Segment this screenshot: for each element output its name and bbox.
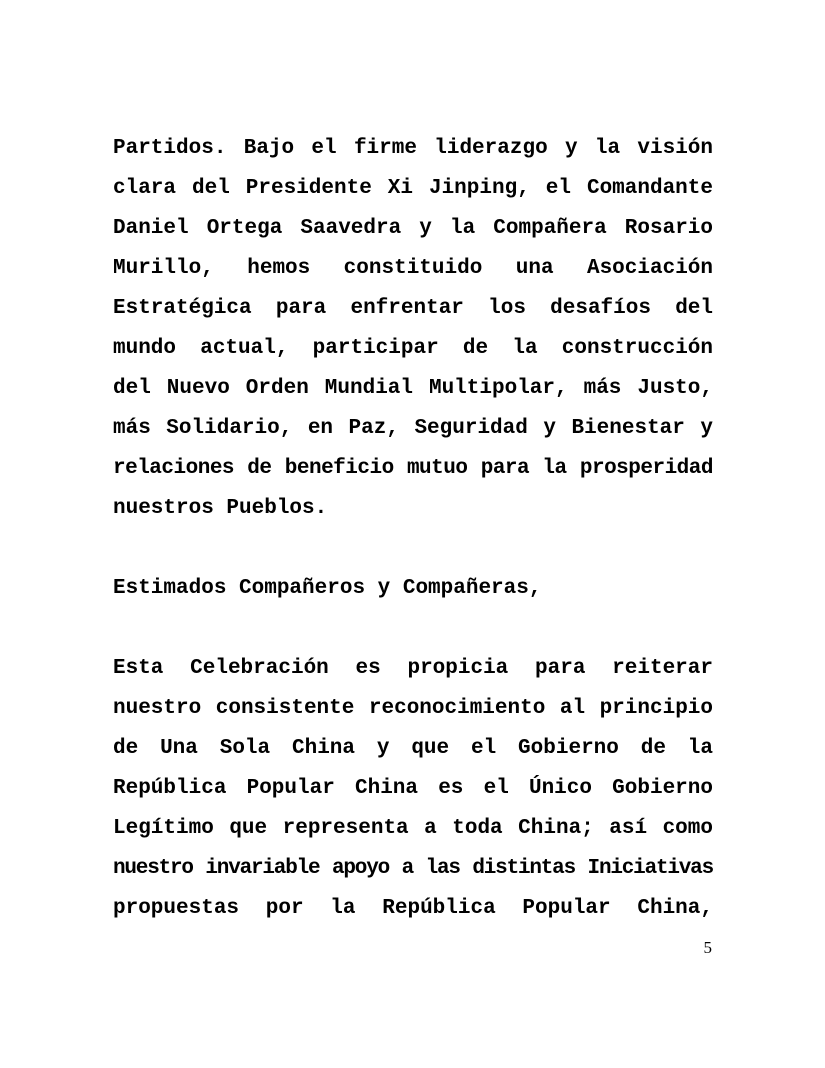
paragraph-1 — [113, 129, 713, 529]
text-line: mundo actual, participar de la construcción — [113, 337, 713, 360]
text-line: Daniel Ortega Saavedra y la Compañera Rosario — [113, 217, 713, 240]
text-line: nuestro consistente reconocimiento al principio — [113, 697, 713, 720]
document-body — [113, 129, 713, 929]
text-line: Murillo, hemos constituido una Asociación — [113, 257, 713, 280]
text-line: nuestros Pueblos. — [113, 497, 328, 520]
paragraph-2 — [113, 569, 713, 609]
text-line: Estimados Compañeros y Compañeras, — [113, 577, 542, 600]
page-number: 5 — [703, 938, 712, 957]
text-line: Esta Celebración es propicia para reiterar — [113, 657, 713, 680]
text-line: nuestro invariable apoyo a las distintas Iniciativas — [113, 857, 713, 880]
text-line: de Una Sola China y que el Gobierno de la — [113, 737, 713, 760]
text-line: relaciones de beneficio mutuo para la prosperidad — [113, 457, 713, 480]
text-line: República Popular China es el Único Gobierno — [113, 777, 713, 800]
text-line: más Solidario, en Paz, Seguridad y Bienestar y — [113, 417, 713, 440]
text-line: clara del Presidente Xi Jinping, el Comandante — [113, 177, 713, 200]
text-line: Legítimo que representa a toda China; así como — [113, 817, 713, 840]
paragraph-3 — [113, 649, 713, 929]
text-line: Partidos. Bajo el firme liderazgo y la visión — [113, 137, 713, 160]
text-line: Estratégica para enfrentar los desafíos del — [113, 297, 713, 320]
text-line: del Nuevo Orden Mundial Multipolar, más Justo, — [113, 377, 713, 400]
text-line: propuestas por la República Popular China, — [113, 897, 713, 920]
